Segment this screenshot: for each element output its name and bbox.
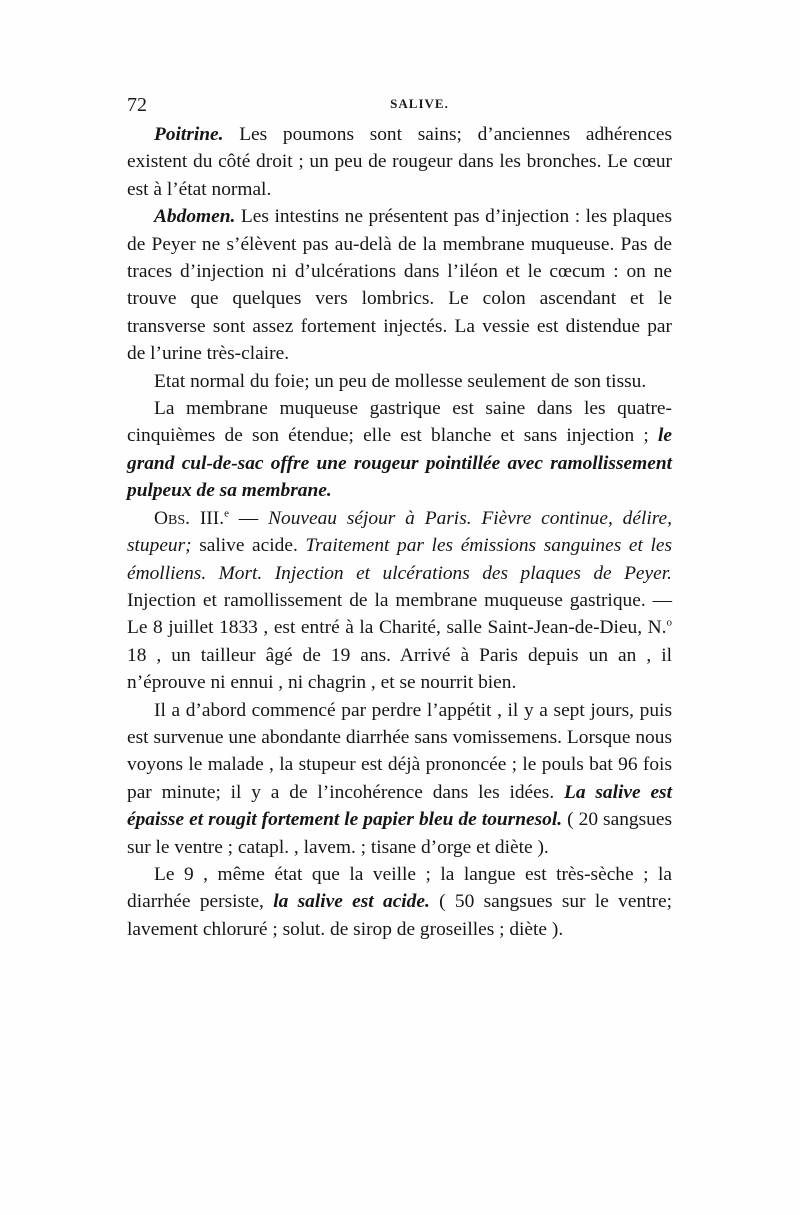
paragraph-foie [127,368,672,395]
paragraph-text: salive acide. [191,535,306,557]
paragraph-text: Etat normal du foie; un peu de mollesse seulement de son tissu. [154,370,647,392]
paragraph-text: La membrane muqueuse gastrique est saine dans les quatre-cinquièmes de son étendue; elle est blanche et sans injection ; [127,398,672,447]
observation-title-2: Traitement par les émissions sanguines et les émolliens. Mort. Injection et ulcérations des plaques de Peyer. [127,535,672,584]
paragraph-text: Le 9 , même état que la veille ; la langue est très-sèche ; la diarrhée persiste, [127,863,672,913]
paragraph-text: Les poumons sont sains; d’anciennes adhérences existent du côté droit ; un peu de rougeur dans les bronches. Le cœur est à l’état normal. [127,124,672,200]
paragraph-italic: le grand cul-de-sac offre une rougeur pointillée avec ramollissement pulpeux de sa membrane. [127,425,672,502]
superscript: e [224,507,229,520]
section-label-abdomen: Abdomen. [154,206,236,228]
observation-label: Obs. III. [154,507,225,529]
page-header [127,94,672,118]
paragraph-text: ( 20 sangsues sur le ventre ; catapl. , lavem. ; tisane d’orge et diète ). [127,809,672,858]
paragraph-italic: la salive est acide. [273,891,430,913]
section-label-poitrine: Poitrine. [154,124,224,145]
running-head: SALIVE. [390,96,449,111]
paragraph-poitrine [127,121,672,203]
paragraph-text: Injection et ramollissement de la membrane muqueuse gastrique. — Le 8 juillet 1833 , est entré à la Charité, salle Saint-Jean-de-Dieu, N. [127,589,672,639]
paragraph-italic: La salive est épaisse et rougit fortement le papier bleu de tournesol. [127,781,672,831]
paragraph-text: Il a d’abord commencé par perdre l’appétit , il y a sept jours, puis est survenue une abondante diarrhée sans vomissemens. Lorsque nous voyons le malade , la stupeur est déjà prononcée ; le pouls bat 96 fois par minute; il y a de l’incohérence dans les idées. [127,699,672,803]
paragraph-observation [127,505,672,697]
page-number: 72 [127,94,147,116]
paragraph-membrane [127,395,672,505]
body-text [127,121,672,943]
superscript: o [666,616,672,629]
paragraph-appetit [127,697,672,861]
paragraph-text: Les intestins ne présentent pas d’injection : les plaques de Peyer ne s’élèvent pas au-delà de la membrane muqueuse. Pas de traces d’injection ni d’ulcérations dans l’iléon et le cœcum : on ne trouve que quelques vers lombrics. Le colon ascendant et le transverse sont assez fortement injectés. La vessie est distendue par de l’urine très-claire. [127,206,672,365]
observation-title-1: Nouveau séjour à Paris. Fièvre continue, délire, stupeur; [127,507,673,557]
dash: — [228,507,269,529]
paragraph-text: ( 50 sangsues sur le ventre; lavement chloruré ; solut. de sirop de groseilles ; diète ). [127,891,673,940]
paragraph-text: 18 , un tailleur âgé de 19 ans. Arrivé à Paris depuis un an , il n’éprouve ni ennui , ni chagrin , et se nourrit bien. [127,644,672,694]
paragraph-abdomen [127,203,672,367]
paragraph-le-9 [127,861,672,943]
